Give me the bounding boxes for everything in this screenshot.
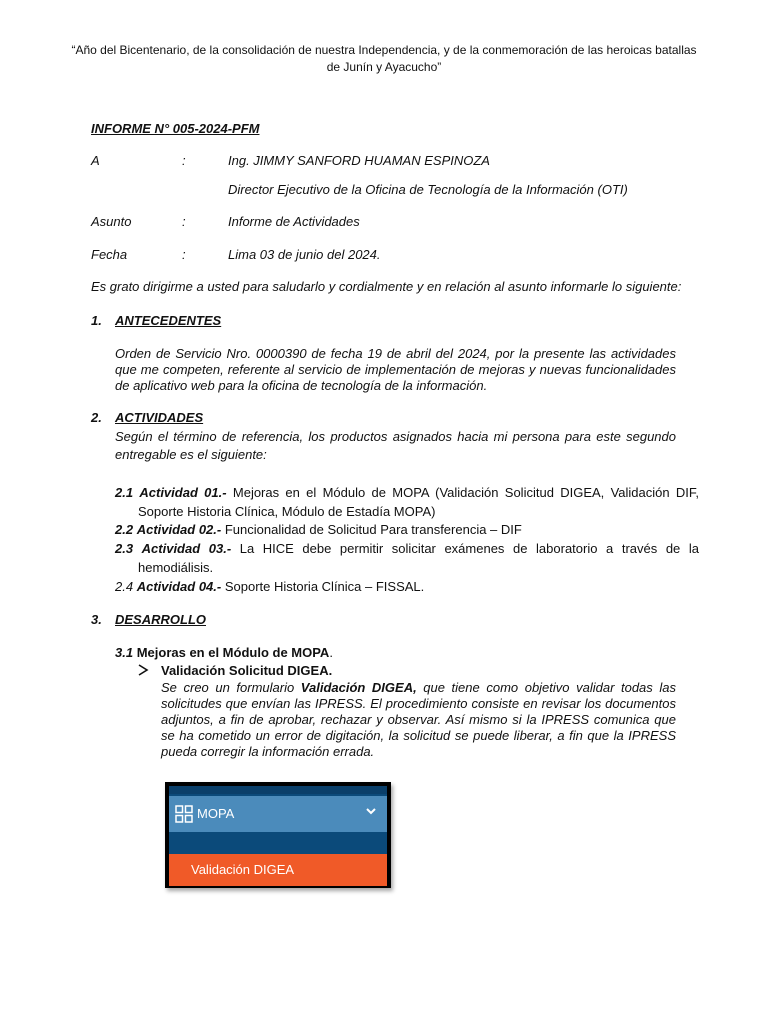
activity-2-name: Actividad 02.- — [136, 522, 222, 537]
menu-item-label: Validación DIGEA — [191, 862, 295, 877]
section-1-body: Orden de Servicio Nro. 0000390 de fecha 19 de abril del 2024, por la presente las actividades que me competen, referente al servicio de implementación de mejoras y nuevas funcionalidades de aplicativo web para la oficina de tecnología de la información. — [115, 346, 676, 393]
activity-3-text: La HICE debe permitir solicitar exámenes de laboratorio a través de la hemodiálisis. — [138, 541, 699, 575]
activity-2-number: 2.2 — [115, 522, 134, 537]
activity-3-number: 2.3 — [115, 541, 134, 556]
subsection-3-1-title: Mejoras en el Módulo de MOPA — [136, 645, 330, 660]
activity-item-1 — [115, 483, 699, 521]
activity-1-number: 2.1 — [115, 485, 134, 500]
activity-2-text: Funcionalidad de Solicitud Para transferencia – DIF — [221, 522, 522, 537]
to-colon: : — [182, 153, 186, 168]
date-value: Lima 03 de junio del 2024. — [228, 247, 381, 262]
activity-4-number: 2.4 — [115, 579, 134, 594]
menu-item-validacion-digea[interactable] — [169, 854, 387, 886]
activity-4-text: Soporte Historia Clínica – FISSAL. — [221, 579, 425, 594]
paragraph-pre: Se creo un formulario — [161, 680, 301, 695]
menu-mopa[interactable] — [169, 796, 387, 832]
section-3-title: DESARROLLO — [115, 612, 206, 627]
activity-1-name: Actividad 01.- — [139, 485, 227, 500]
report-title: INFORME N° 005-2024-PFM — [91, 121, 260, 136]
menu-mopa-label: MOPA — [197, 806, 235, 821]
activity-item-2 — [115, 520, 699, 539]
to-label: A — [91, 153, 100, 168]
section-3-number: 3. — [91, 612, 102, 627]
date-label: Fecha — [91, 247, 128, 262]
greeting: Es grato dirigirme a usted para saludarlo y cordialmente y en relación al asunto informarle lo siguiente: — [91, 279, 682, 294]
subsection-3-1-number: 3.1 — [115, 645, 134, 660]
subject-label: Asunto — [91, 214, 132, 229]
section-2-title: ACTIVIDADES — [115, 410, 204, 425]
to-name: Ing. JIMMY SANFORD HUAMAN ESPINOZA — [228, 153, 490, 168]
section-2-number: 2. — [91, 410, 102, 425]
paragraph-post: que tiene como objetivo validar todas las solicitudes que envían las IPRESS. El procedimiento consiste en revisar los documentos adjuntos, a fin de aprobar, rechazar y observar. Así mismo si la IPRESS comunica que se ha cometido un error de digitación, la solicitud se puede liberar, a fin que la IPRESS pueda corregir la información errada. — [161, 680, 676, 759]
activity-3-name: Actividad 03.- — [141, 541, 232, 556]
section-1-title: ANTECEDENTES — [115, 313, 222, 328]
subject-value: Informe de Actividades — [228, 214, 360, 229]
activity-1-text: Mejoras en el Módulo de MOPA (Validación Solicitud DIGEA, Validación DIF, Soporte Historia Clínica, Módulo de Estadía MOPA) — [138, 485, 699, 519]
grid-icon — [175, 805, 193, 826]
paragraph-bold: Validación DIGEA, — [300, 680, 417, 695]
mopa-menu-screenshot — [165, 782, 391, 888]
to-position: Director Ejecutivo de la Oficina de Tecnología de la Información (OTI) — [228, 182, 628, 197]
section-1-number: 1. — [91, 313, 102, 328]
chevron-down-icon[interactable] — [365, 803, 377, 819]
section-2-intro: Según el término de referencia, los productos asignados hacia mi persona para este segundo entregable es el siguiente: — [115, 429, 676, 462]
subsection-3-1: 3.1 Mejoras en el Módulo de MOPA. — [115, 645, 333, 660]
activity-item-3 — [115, 539, 699, 577]
activity-item-4 — [115, 577, 699, 596]
activity-4-name: Actividad 04.- — [136, 579, 222, 594]
date-colon: : — [182, 247, 186, 262]
document-header: “Año del Bicentenario, de la consolidación de nuestra Independencia, y de la conmemoración de las heroicas batallas de Junín y Ayacucho” — [71, 43, 697, 74]
bullet-title: Validación Solicitud DIGEA. — [161, 663, 333, 678]
subject-colon: : — [182, 214, 186, 229]
menu-top-band — [169, 786, 387, 794]
bullet-paragraph — [161, 680, 676, 760]
bullet-arrow-icon — [137, 664, 149, 679]
